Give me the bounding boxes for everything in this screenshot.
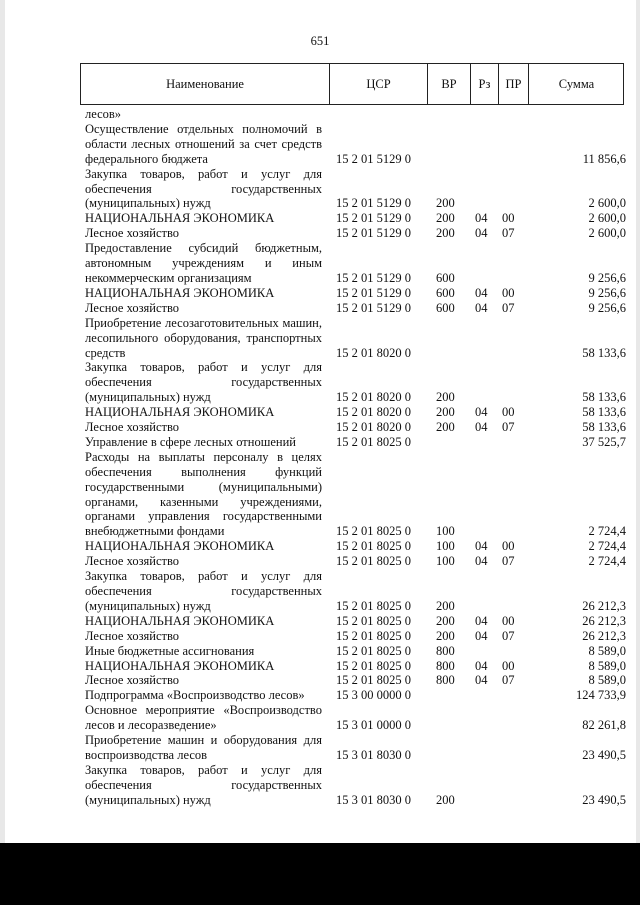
row-vr: 600 <box>436 300 455 315</box>
row-pr: 07 <box>502 420 515 435</box>
row-csr: 15 2 01 8025 0 <box>336 539 411 554</box>
row-pr: 00 <box>502 405 515 420</box>
table-row <box>85 673 625 688</box>
row-name: Закупка товаров, работ и услуг для обеспечения государственных (муниципальных) нужд <box>85 166 322 211</box>
row-name: НАЦИОНАЛЬНАЯ ЭКОНОМИКА <box>85 539 275 554</box>
row-rz: 04 <box>475 405 488 420</box>
row-sum: 82 261,8 <box>582 718 626 733</box>
row-csr: 15 2 01 8020 0 <box>336 405 411 420</box>
row-sum: 58 133,6 <box>582 390 626 405</box>
table-row <box>85 644 625 659</box>
row-pr: 00 <box>502 658 515 673</box>
table-row <box>85 688 625 703</box>
row-pr: 00 <box>502 211 515 226</box>
row-rz: 04 <box>475 420 488 435</box>
row-rz: 04 <box>475 539 488 554</box>
table-row <box>85 554 625 569</box>
row-sum: 8 589,0 <box>588 658 626 673</box>
header-name: Наименование <box>81 64 330 104</box>
row-sum: 26 212,3 <box>582 628 626 643</box>
row-sum: 2 600,0 <box>588 226 626 241</box>
row-rz: 04 <box>475 673 488 688</box>
row-csr: 15 2 01 5129 0 <box>336 226 411 241</box>
row-vr: 200 <box>436 405 455 420</box>
row-sum: 2 724,4 <box>588 554 626 569</box>
row-vr: 100 <box>436 554 455 569</box>
row-sum: 9 256,6 <box>588 300 626 315</box>
row-sum: 23 490,5 <box>582 792 626 807</box>
row-csr: 15 2 01 8025 0 <box>336 554 411 569</box>
row-name: Лесное хозяйство <box>85 628 180 643</box>
scan-edge-right <box>636 0 640 905</box>
table-row <box>85 316 625 361</box>
row-vr: 200 <box>436 792 455 807</box>
row-csr: 15 2 01 8025 0 <box>336 658 411 673</box>
row-csr: 15 2 01 8025 0 <box>336 673 411 688</box>
row-rz: 04 <box>475 554 488 569</box>
row-pr: 07 <box>502 628 515 643</box>
row-name: Подпрограмма «Воспроизводство лесов» <box>85 688 305 703</box>
row-sum: 11 856,6 <box>582 151 626 166</box>
row-name: Лесное хозяйство <box>85 554 180 569</box>
table-row <box>85 286 625 301</box>
row-vr: 200 <box>436 598 455 613</box>
row-sum: 9 256,6 <box>588 285 626 300</box>
header-rz: Рз <box>471 64 499 104</box>
table-row <box>85 360 625 405</box>
table-row <box>85 167 625 212</box>
row-vr: 200 <box>436 196 455 211</box>
table-row <box>85 122 625 167</box>
table-row <box>85 629 625 644</box>
row-name: лесов» <box>85 107 122 121</box>
table-row <box>85 539 625 554</box>
row-sum: 9 256,6 <box>588 270 626 285</box>
row-rz: 04 <box>475 628 488 643</box>
table-row <box>85 763 625 808</box>
row-csr: 15 2 01 8025 0 <box>336 598 411 613</box>
row-rz: 04 <box>475 300 488 315</box>
row-name: Закупка товаров, работ и услуг для обеспечения государственных (муниципальных) нужд <box>85 569 322 613</box>
row-vr: 800 <box>436 658 455 673</box>
header-csr: ЦСР <box>330 64 428 104</box>
row-vr: 600 <box>436 285 455 300</box>
row-name: Лесное хозяйство <box>85 673 180 688</box>
row-vr: 200 <box>436 628 455 643</box>
row-rz: 04 <box>475 285 488 300</box>
header-pr: ПР <box>499 64 529 104</box>
row-sum: 58 133,6 <box>582 345 626 360</box>
table-row <box>85 241 625 286</box>
page-number: 651 <box>310 34 330 48</box>
row-csr: 15 2 01 8025 0 <box>336 643 411 658</box>
table-row <box>85 211 625 226</box>
row-pr: 07 <box>502 300 515 315</box>
row-csr: 15 2 01 8025 0 <box>336 613 411 628</box>
row-vr: 200 <box>436 211 455 226</box>
row-csr: 15 3 01 8030 0 <box>336 747 411 762</box>
table-row <box>85 614 625 629</box>
row-csr: 15 3 01 0000 0 <box>336 718 411 733</box>
row-rz: 04 <box>475 226 488 241</box>
row-csr: 15 3 00 0000 0 <box>336 688 411 703</box>
row-sum: 2 724,4 <box>588 539 626 554</box>
scan-edge-left <box>0 0 5 905</box>
row-csr: 15 2 01 8020 0 <box>336 390 411 405</box>
row-name: Осуществление отдельных полномочий в области лесных отношений за счет средств федерального бюджета <box>85 121 322 166</box>
row-name: НАЦИОНАЛЬНАЯ ЭКОНОМИКА <box>85 211 275 226</box>
row-sum: 2 600,0 <box>588 211 626 226</box>
row-name: Закупка товаров, работ и услуг для обеспечения государственных (муниципальных) нужд <box>85 360 322 405</box>
row-vr: 800 <box>436 673 455 688</box>
row-vr: 200 <box>436 226 455 241</box>
row-csr: 15 3 01 8030 0 <box>336 792 411 807</box>
table-row <box>85 450 625 539</box>
table-header <box>80 63 624 105</box>
row-pr: 07 <box>502 226 515 241</box>
row-pr: 07 <box>502 554 515 569</box>
header-vr: ВР <box>428 64 471 104</box>
row-name: Лесное хозяйство <box>85 226 180 241</box>
row-name: Основное мероприятие «Воспроизводство лесов и лесоразведение» <box>85 703 322 733</box>
row-csr: 15 2 01 5129 0 <box>336 285 411 300</box>
row-csr: 15 2 01 8020 0 <box>336 345 411 360</box>
row-csr: 15 2 01 8020 0 <box>336 420 411 435</box>
row-sum: 8 589,0 <box>588 643 626 658</box>
scan-bottom-edge <box>0 843 640 905</box>
row-csr: 15 2 01 5129 0 <box>336 196 411 211</box>
row-name: НАЦИОНАЛЬНАЯ ЭКОНОМИКА <box>85 405 275 420</box>
header-sum: Сумма <box>558 77 595 91</box>
row-rz: 04 <box>475 658 488 673</box>
table-row <box>85 569 625 614</box>
row-sum: 26 212,3 <box>582 613 626 628</box>
table-body <box>85 107 625 808</box>
row-name: НАЦИОНАЛЬНАЯ ЭКОНОМИКА <box>85 285 275 300</box>
row-sum: 58 133,6 <box>582 420 626 435</box>
row-name: Предоставление субсидий бюджетным, автономным учреждениям и иным некоммерческим организациям <box>85 241 322 285</box>
row-pr: 00 <box>502 613 515 628</box>
row-rz: 04 <box>475 211 488 226</box>
table-row <box>85 226 625 241</box>
table-row <box>85 703 625 733</box>
row-name: Лесное хозяйство <box>85 420 180 435</box>
table-row <box>85 733 625 763</box>
row-sum: 8 589,0 <box>588 673 626 688</box>
row-sum: 2 600,0 <box>588 196 626 211</box>
row-vr: 200 <box>436 420 455 435</box>
row-vr: 200 <box>436 613 455 628</box>
row-name: Иные бюджетные ассигнования <box>85 643 255 658</box>
row-vr: 100 <box>436 524 455 539</box>
row-name: НАЦИОНАЛЬНАЯ ЭКОНОМИКА <box>85 613 275 628</box>
table-row <box>85 301 625 316</box>
row-sum: 58 133,6 <box>582 405 626 420</box>
row-name: Закупка товаров, работ и услуг для обеспечения государственных (муниципальных) нужд <box>85 762 322 807</box>
row-pr: 07 <box>502 673 515 688</box>
table-row <box>85 435 625 450</box>
row-name: НАЦИОНАЛЬНАЯ ЭКОНОМИКА <box>85 658 275 673</box>
row-pr: 00 <box>502 285 515 300</box>
row-sum: 37 525,7 <box>582 434 626 449</box>
row-pr: 00 <box>502 539 515 554</box>
row-name: Лесное хозяйство <box>85 300 180 315</box>
row-csr: 15 2 01 5129 0 <box>336 151 411 166</box>
row-sum: 124 733,9 <box>576 688 626 703</box>
row-name: Управление в сфере лесных отношений <box>85 434 296 449</box>
row-csr: 15 2 01 8025 0 <box>336 628 411 643</box>
row-vr: 100 <box>436 539 455 554</box>
row-csr: 15 2 01 5129 0 <box>336 211 411 226</box>
row-sum: 26 212,3 <box>582 598 626 613</box>
row-csr: 15 2 01 8025 0 <box>336 524 411 539</box>
row-rz: 04 <box>475 613 488 628</box>
table-row <box>85 107 625 122</box>
row-vr: 800 <box>436 643 455 658</box>
row-name: Расходы на выплаты персоналу в целях обеспечения выполнения функций государственными (муниципальными) органами, казенными учреждениями, органами управления государственными внебюджетными фондами <box>85 449 322 539</box>
row-csr: 15 2 01 5129 0 <box>336 270 411 285</box>
row-csr: 15 2 01 5129 0 <box>336 300 411 315</box>
row-csr: 15 2 01 8025 0 <box>336 434 411 449</box>
row-sum: 23 490,5 <box>582 747 626 762</box>
table-row <box>85 659 625 674</box>
row-vr: 600 <box>436 270 455 285</box>
row-name: Приобретение машин и оборудования для воспроизводства лесов <box>85 733 322 762</box>
row-sum: 2 724,4 <box>588 524 626 539</box>
row-vr: 200 <box>436 390 455 405</box>
row-name: Приобретение лесозаготовительных машин, лесопильного оборудования, транспортных средств <box>85 315 322 360</box>
table-row <box>85 420 625 435</box>
table-row <box>85 405 625 420</box>
